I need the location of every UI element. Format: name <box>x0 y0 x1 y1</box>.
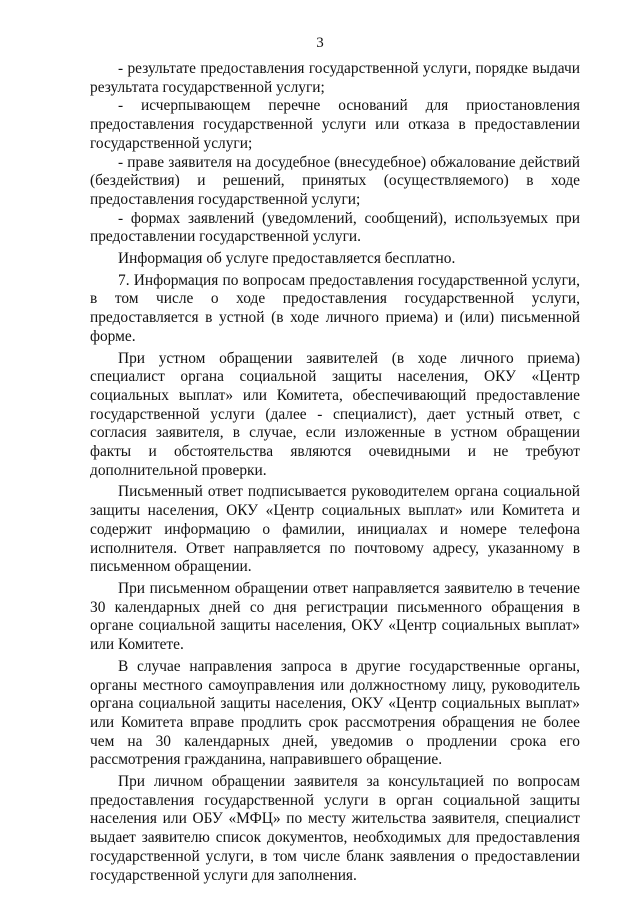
paragraph-free-of-charge: Информация об услуге предоставляется бесплатно. <box>118 250 456 268</box>
paragraph-item-7: 7. Информация по вопросам предоставления государственной услуги, в том числе о ходе предоставления государственной услуги, предоставляется в устной (в ходе личного приема) и (или) письменной форме. <box>90 271 580 345</box>
paragraph-result-info: - результате предоставления государственной услуги, порядке выдачи результата государственной услуги; <box>90 60 580 96</box>
paragraph-appeal-rights: - праве заявителя на досудебное (внесудебное) обжалование действий (бездействия) и решений, принятых (осуществляемого) в ходе предоставления государственной услуги; <box>90 153 580 208</box>
paragraph-application-forms: - формах заявлений (уведомлений, сообщений), используемых при предоставлении государственной услуги. <box>90 209 580 246</box>
paragraph-personal-consultation: При личном обращении заявителя за консультацией по вопросам предоставления государственной услуги в орган социальной защиты населения или ОБУ «МФЦ» по месту жительства заявителя, специалист выдает заявителю список документов, необходимых для предоставления государственной услуги, в том числе бланк заявления о предоставлении государственной услуги для заполнения. <box>90 773 580 884</box>
paragraph-oral-request: При устном обращении заявителей (в ходе личного приема) специалист органа социальной защиты населения, ОКУ «Центр социальных выплат» или Комитета, обеспечивающий предоставление государственной услуги (далее - специалист), дает устный ответ, с согласия заявителя, в случае, если изложенные в устном обращении факты и обстоятельства являются очевидными и не требуют дополнительной проверки. <box>90 349 580 479</box>
paragraph-grounds-info: - исчерпывающем перечне оснований для приостановления предоставления государственной услуги или отказа в предоставлении государственной услуги; <box>90 97 580 152</box>
paragraph-written-answer: Письменный ответ подписывается руководителем органа социальной защиты населения, ОКУ «Центр социальных выплат» или Комитета и содержит информацию о фамилии, инициалах и номере телефона исполнителя. Ответ направляется по почтовому адресу, указанному в письменном обращении. <box>90 483 580 576</box>
document-body <box>90 60 580 885</box>
paragraph-extension: В случае направления запроса в другие государственные органы, органы местного самоуправления или должностному лицу, руководитель органа социальной защиты населения, ОКУ «Центр социальных выплат» или Комитета вправе продлить срок рассмотрения обращения не более чем на 30 календарных дней, уведомив о продлении срока его рассмотрения гражданина, направившего обращение. <box>90 657 580 769</box>
paragraph-written-request: При письменном обращении ответ направляется заявителю в течение 30 календарных дней со дня регистрации письменного обращения в органе социальной защиты населения, ОКУ «Центр социальных выплат» или Комитете. <box>90 579 580 654</box>
page-number: 3 <box>316 35 324 51</box>
